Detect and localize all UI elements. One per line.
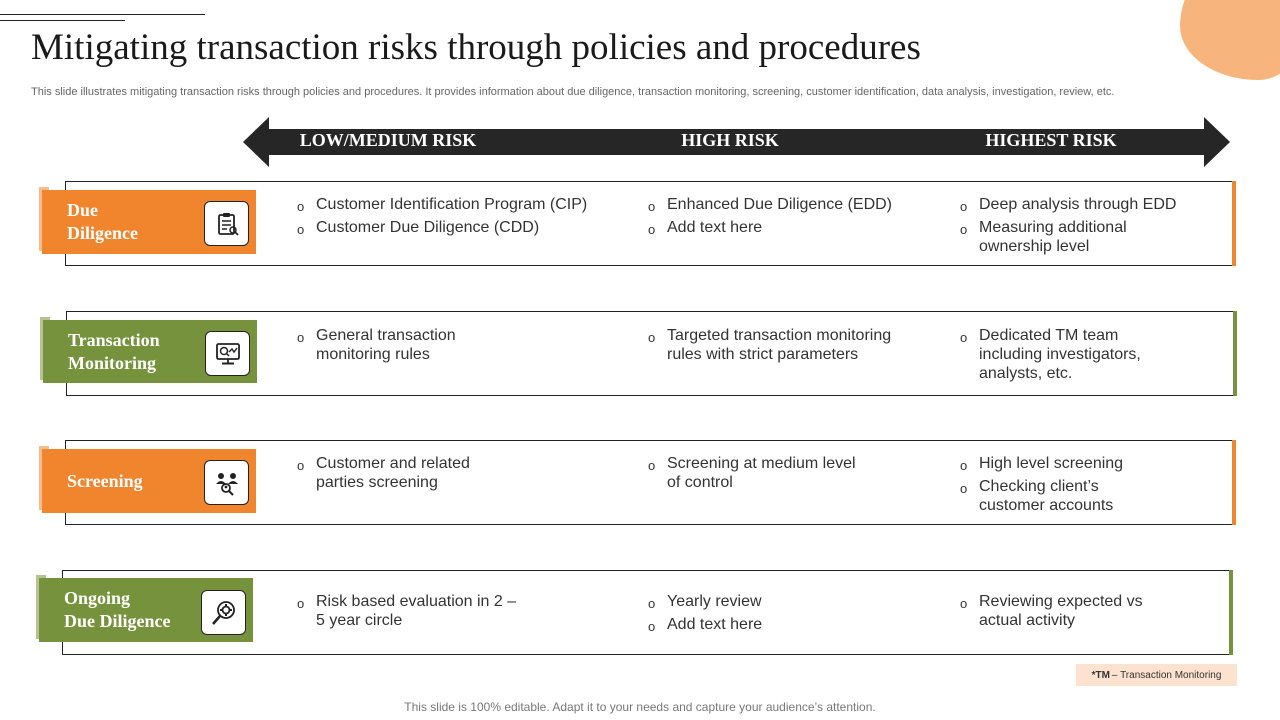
risk-level-highest: HIGHEST RISK [985, 130, 1117, 150]
risk-scale-arrow [243, 117, 1230, 167]
list-item: o Risk based evaluation in 2 – 5 year circle [297, 593, 517, 629]
monitor-search-icon [205, 331, 250, 376]
row-label-text: Ongoing Due Diligence [64, 588, 171, 631]
list-item: o General transaction monitoring rules [297, 327, 456, 363]
cell-due-diligence-low [297, 195, 627, 241]
list-item: o Enhanced Due Diligence (EDD) [648, 196, 892, 214]
cell-transaction-monitoring-highest [960, 326, 1225, 387]
cell-ongoing-high [648, 592, 938, 638]
list-item: o High level screening [960, 455, 1124, 473]
row-accent [1232, 440, 1236, 525]
cell-ongoing-highest [960, 592, 1225, 634]
people-search-icon [204, 460, 249, 505]
list-item: o Yearly review [648, 593, 762, 611]
list-item: o Checking client’s customer accounts [960, 478, 1114, 514]
decorative-blob [1180, 0, 1280, 80]
footer-note: This slide is 100% editable. Adapt it to your needs and capture your audience’s attention. [404, 700, 876, 714]
row-accent [1233, 311, 1237, 396]
list-item: o Customer and related parties screening [297, 455, 470, 491]
decorative-line [0, 20, 125, 21]
row-label-text: Due Diligence [67, 200, 138, 243]
list-item: o Customer Due Diligence (CDD) [297, 219, 540, 237]
cell-due-diligence-high [648, 195, 938, 241]
cell-screening-low [297, 454, 627, 496]
clipboard-checklist-icon [204, 201, 249, 246]
cell-ongoing-low [297, 592, 627, 634]
row-label-text: Transaction Monitoring [68, 329, 160, 373]
list-item: o Add text here [648, 219, 763, 237]
cell-due-diligence-highest [960, 195, 1225, 260]
cell-transaction-monitoring-high [648, 326, 938, 368]
cell-screening-high [648, 454, 938, 496]
list-item: o Dedicated TM team including investigators, analysts, etc. [960, 327, 1141, 382]
list-item: o Screening at medium level of control [648, 455, 856, 491]
cell-transaction-monitoring-low [297, 326, 627, 368]
list-item: o Add text here [648, 616, 763, 634]
footnote-abbr: *TM [1091, 669, 1110, 681]
row-accent [1229, 570, 1233, 655]
row-label-text: Screening [67, 470, 143, 491]
cell-screening-highest [960, 454, 1225, 519]
risk-level-high: HIGH RISK [681, 130, 779, 150]
page-subtitle: This slide illustrates mitigating transaction risks through policies and procedures. It provides information about due diligence, transaction monitoring, screening, customer identification, data analysis, investigation, review, etc. [31, 86, 1115, 98]
decorative-line [0, 14, 205, 15]
list-item: o Measuring additional ownership level [960, 219, 1127, 255]
list-item: o Deep analysis through EDD [960, 196, 1177, 214]
gear-search-icon [201, 590, 246, 635]
list-item: o Targeted transaction monitoring rules with strict parameters [648, 327, 892, 363]
footnote-text: – Transaction Monitoring [1111, 669, 1222, 681]
row-accent [1232, 181, 1236, 266]
risk-level-low-medium: LOW/MEDIUM RISK [299, 130, 477, 150]
list-item: o Reviewing expected vs actual activity [960, 593, 1143, 629]
footnote [1076, 664, 1237, 686]
page-title: Mitigating transaction risks through policies and procedures [31, 27, 921, 68]
list-item: o Customer Identification Program (CIP) [297, 196, 588, 214]
